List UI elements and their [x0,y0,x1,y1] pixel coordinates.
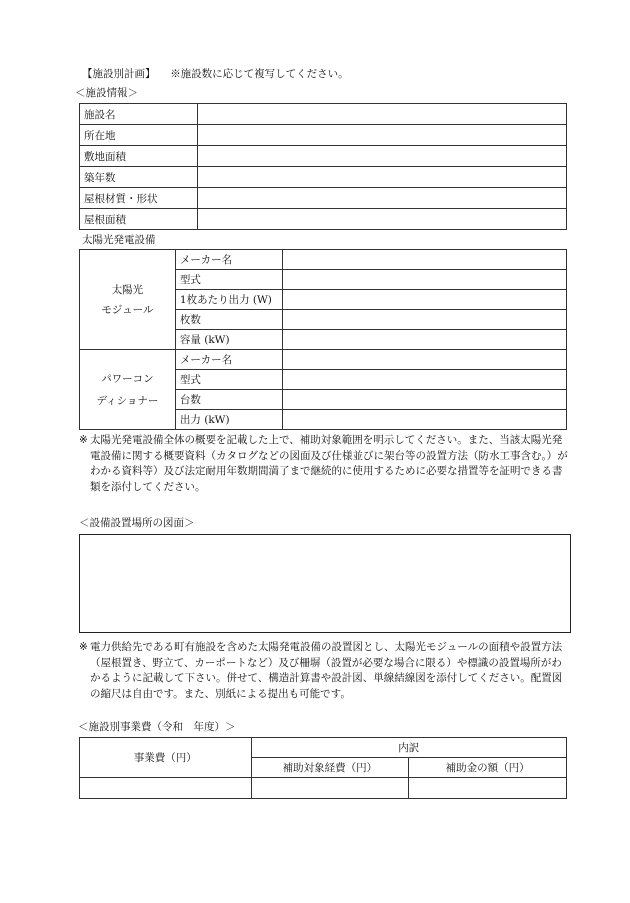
drawing-heading: ＜設備設置場所の図面＞ [79,517,195,529]
value-cell[interactable] [197,146,566,167]
module-group-label: 太陽光 モジュール [80,250,176,350]
cost-heading: ＜施設別事業費（令和 年度）＞ [78,721,236,733]
row-label: メーカー名 [175,250,282,270]
value-cell[interactable] [197,188,566,209]
row-label: 屋根材質・形状 [80,188,198,209]
facility-info-heading: ＜施設情報＞ [75,87,138,99]
row-label: 敷地面積 [80,146,198,167]
drawing-area[interactable] [79,534,571,633]
col-eligible-header: 補助対象経費（円） [251,758,409,778]
solar-heading: 太陽光発電設備 [82,234,156,246]
eligible-value-cell[interactable] [251,778,409,799]
row-label: 屋根面積 [80,209,198,230]
value-cell[interactable] [197,209,566,230]
row-label: 台数 [175,390,282,410]
table-row [80,350,567,370]
value-cell[interactable] [282,290,566,310]
row-label: 型式 [175,370,282,390]
col-breakdown-header: 内訳 [251,738,566,758]
row-label: 容量 (kW) [175,330,282,350]
value-cell[interactable] [282,250,566,270]
table-row [80,209,567,230]
value-cell[interactable] [282,410,566,430]
table-row [80,250,567,270]
value-cell[interactable] [197,167,566,188]
cost-table [79,737,567,799]
row-label: 型式 [175,270,282,290]
col-subsidy-header: 補助金の額（円） [409,758,567,778]
value-cell[interactable] [282,350,566,370]
row-label: 枚数 [175,310,282,330]
value-cell[interactable] [282,310,566,330]
value-cell[interactable] [282,330,566,350]
row-label: 所在地 [80,125,198,146]
row-label: 施設名 [80,104,198,125]
table-row [80,167,567,188]
row-label: 出力 (kW) [175,410,282,430]
table-row [80,146,567,167]
table-row [80,104,567,125]
value-cell[interactable] [282,390,566,410]
section-title [82,67,349,81]
table-row [80,738,567,758]
col-total-header: 事業費（円） [80,738,252,778]
title-label: 【施設別計画】 [82,68,156,80]
value-cell[interactable] [197,104,566,125]
solar-equipment-table [79,249,567,430]
table-row [80,778,567,799]
copy-note: ※施設数に応じて複写してください。 [170,68,349,80]
table-row [80,125,567,146]
drawing-note: ※ 電力供給先である町有施設を含めた太陽発電設備の設置図とし、太陽光モジュールの面積や設置方法（屋根置き、野立て、カーポートなど）及び柵塀（設置が必要な場合に限る）や標識の設置場所がわかるように記載して下さい。併せて、構造計算書や設計図、単線結線図を添付してください。配置図の縮尺は自由です。また、別紙による提出も可能です。 [79,641,563,700]
subsidy-value-cell[interactable] [409,778,567,799]
table-row [80,188,567,209]
value-cell[interactable] [197,125,566,146]
row-label: 1枚あたり出力 (W) [175,290,282,310]
row-label: 築年数 [80,167,198,188]
value-cell[interactable] [282,370,566,390]
facility-info-table [79,103,567,230]
value-cell[interactable] [282,270,566,290]
row-label: メーカー名 [175,350,282,370]
solar-note: ※ 太陽光発電設備全体の概要を記載した上で、補助対象範囲を明示してください。また、当該太陽光発電設備に関する概要資料（カタログなどの図面及び仕様並びに架台等の設置方法（防水工事含む。）がわかる資料等）及び法定耐用年数期間満了まで継続的に使用するために必要な措置等を証明できる書類を添付してください。 [79,434,568,493]
pcs-group-label: パワーコン ディショナー [80,350,176,430]
total-value-cell[interactable] [80,778,252,799]
